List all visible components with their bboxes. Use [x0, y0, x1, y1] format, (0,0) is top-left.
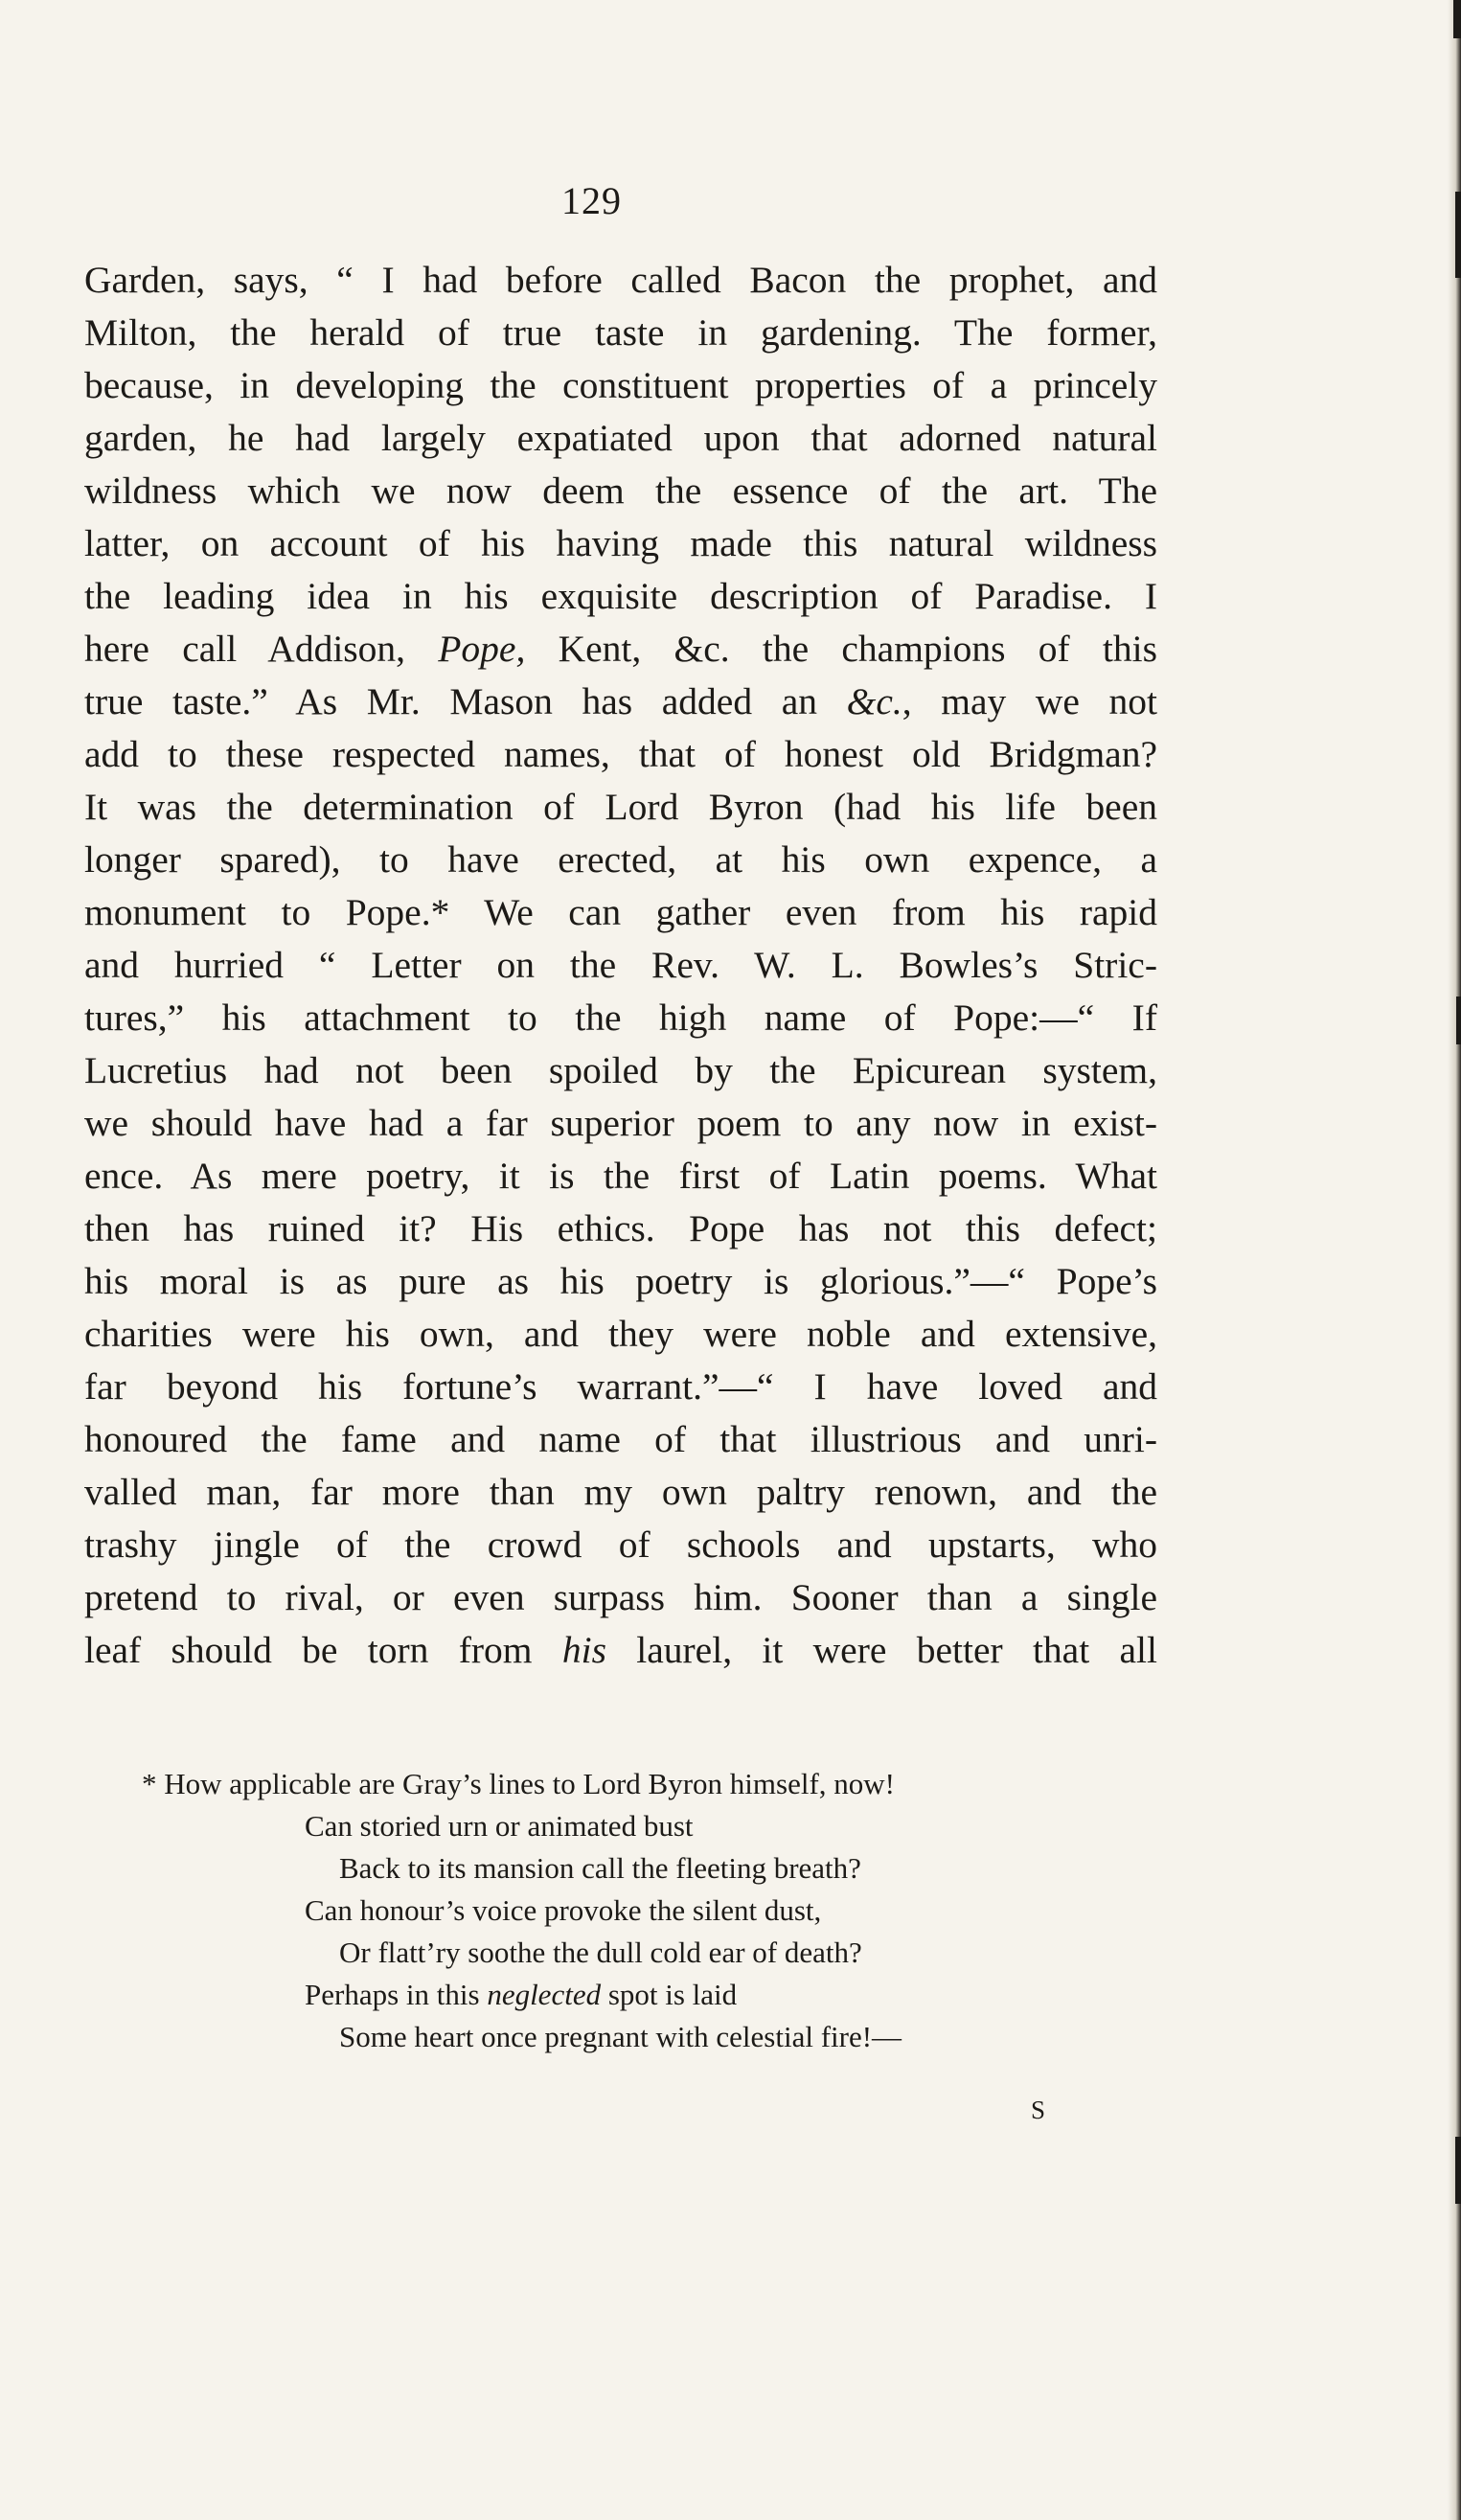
verse-line: Back to its mansion call the fleeting breath?: [339, 1851, 861, 1885]
italic-text: &c.: [846, 680, 902, 722]
text-line: because, in developing the constituent properties of a princely: [84, 364, 1157, 406]
text-line: we should have had a far superior poem to any now in exist-: [84, 1102, 1157, 1144]
footnote-verses: [142, 1805, 1062, 2058]
text-line: add to these respected names, that of honest old Bridgman?: [84, 733, 1157, 775]
binding-mark: [1456, 997, 1461, 1044]
verse-line: Or flatt’ry soothe the dull cold ear of death?: [339, 1936, 862, 1969]
text-line: valled man, far more than my own paltry renown, and the: [84, 1471, 1157, 1513]
text-line: tures,” his attachment to the high name of Pope:—“ If: [84, 997, 1157, 1039]
italic-text: his: [561, 1629, 606, 1671]
verse-line: Some heart once pregnant with celestial fire!—: [339, 2020, 902, 2053]
text-line: charities were his own, and they were noble and extensive,: [84, 1313, 1157, 1355]
body-text: [84, 254, 1157, 1677]
text-line: wildness which we now deem the essence of the art. The: [84, 470, 1157, 512]
italic-text: Pope,: [438, 628, 526, 670]
verse-line: Can storied urn or animated bust: [305, 1809, 694, 1843]
text-line: honoured the fame and name of that illustrious and unri-: [84, 1418, 1157, 1460]
text-line: Lucretius had not been spoiled by the Epicurean system,: [84, 1049, 1157, 1091]
text-line: monument to Pope.* We can gather even from his rapid: [84, 891, 1157, 933]
text-line: longer spared), to have erected, at his own expence, a: [84, 838, 1157, 881]
footnote-intro: * How applicable are Gray’s lines to Lord Byron himself, now!: [142, 1767, 896, 1800]
text-line: his moral is as pure as his poetry is glorious.”—“ Pope’s: [84, 1260, 1157, 1302]
binding-mark: [1455, 192, 1461, 278]
text-line: latter, on account of his having made this natural wildness: [84, 522, 1157, 564]
binding-mark: [1453, 0, 1461, 38]
signature-mark: S: [1031, 2096, 1046, 2124]
binding-mark: [1455, 2137, 1461, 2204]
italic-text: neglected: [487, 1978, 602, 2011]
text-line: trashy jingle of the crowd of schools and upstarts, who: [84, 1523, 1157, 1566]
text-line: leaf should be torn from his laurel, it were better that all: [84, 1629, 1157, 1671]
text-line: and hurried “ Letter on the Rev. W. L. Bowles’s Stric-: [84, 944, 1157, 986]
text-line: Milton, the herald of true taste in gardening. The former,: [84, 311, 1157, 354]
page-number: 129: [561, 179, 622, 222]
text-line: It was the determination of Lord Byron (had his life been: [84, 786, 1157, 828]
text-line: Garden, says, “ I had before called Bacon the prophet, and: [84, 259, 1157, 301]
verse-line: Perhaps in this neglected spot is laid: [305, 1978, 738, 2011]
verse-line: Can honour’s voice provoke the silent dust,: [305, 1893, 822, 1927]
text-line: ence. As mere poetry, it is the first of Latin poems. What: [84, 1155, 1157, 1197]
text-line: far beyond his fortune’s warrant.”—“ I have loved and: [84, 1365, 1157, 1408]
text-line: then has ruined it? His ethics. Pope has not this defect;: [84, 1207, 1157, 1249]
text-line: here call Addison, Pope, Kent, &c. the champions of this: [84, 628, 1157, 670]
text-line: true taste.” As Mr. Mason has added an &c., may we not: [84, 680, 1157, 722]
text-line: garden, he had largely expatiated upon that adorned natural: [84, 417, 1157, 459]
footnote: [142, 1763, 1062, 2058]
text-line: pretend to rival, or even surpass him. Sooner than a single: [84, 1576, 1157, 1618]
text-line: the leading idea in his exquisite description of Paradise. I: [84, 575, 1157, 617]
